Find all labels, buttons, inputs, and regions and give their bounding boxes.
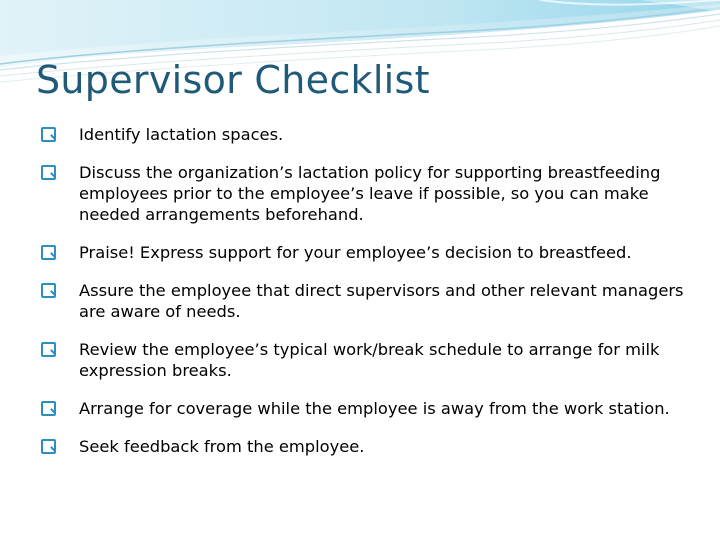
checklist-item: [40, 280, 700, 322]
checklist-item-text: Review the employee’s typical work/break schedule to arrange for milk expression breaks.: [79, 340, 660, 380]
checklist-item: [40, 242, 700, 263]
checklist-item-text: Assure the employee that direct supervisors and other relevant managers are aware of needs.: [79, 281, 684, 321]
checkbox-q-icon: [41, 127, 55, 141]
checkbox-q-icon: [41, 342, 55, 356]
slide-title: Supervisor Checklist: [36, 58, 430, 102]
checkbox-q-icon: [41, 401, 55, 415]
checkbox-q-icon: [41, 165, 55, 179]
checklist-item-text: Praise! Express support for your employee’s decision to breastfeed.: [79, 243, 632, 262]
checklist-item: [40, 398, 700, 419]
checklist-item-text: Identify lactation spaces.: [79, 125, 284, 144]
checklist-item-text: Arrange for coverage while the employee is away from the work station.: [79, 399, 670, 418]
checklist-item: [40, 436, 700, 457]
checkbox-q-icon: [41, 245, 55, 259]
checklist-item-text: Seek feedback from the employee.: [79, 437, 365, 456]
checklist: [40, 124, 700, 474]
checklist-item-text: Discuss the organization’s lactation policy for supporting breastfeeding employees prior to the employee’s leave if possible, so you can make needed arrangements beforehand.: [79, 163, 661, 224]
checkbox-q-icon: [41, 283, 55, 297]
checklist-item: [40, 339, 700, 381]
checkbox-q-icon: [41, 439, 55, 453]
checklist-item: [40, 162, 700, 225]
checklist-item: [40, 124, 700, 145]
